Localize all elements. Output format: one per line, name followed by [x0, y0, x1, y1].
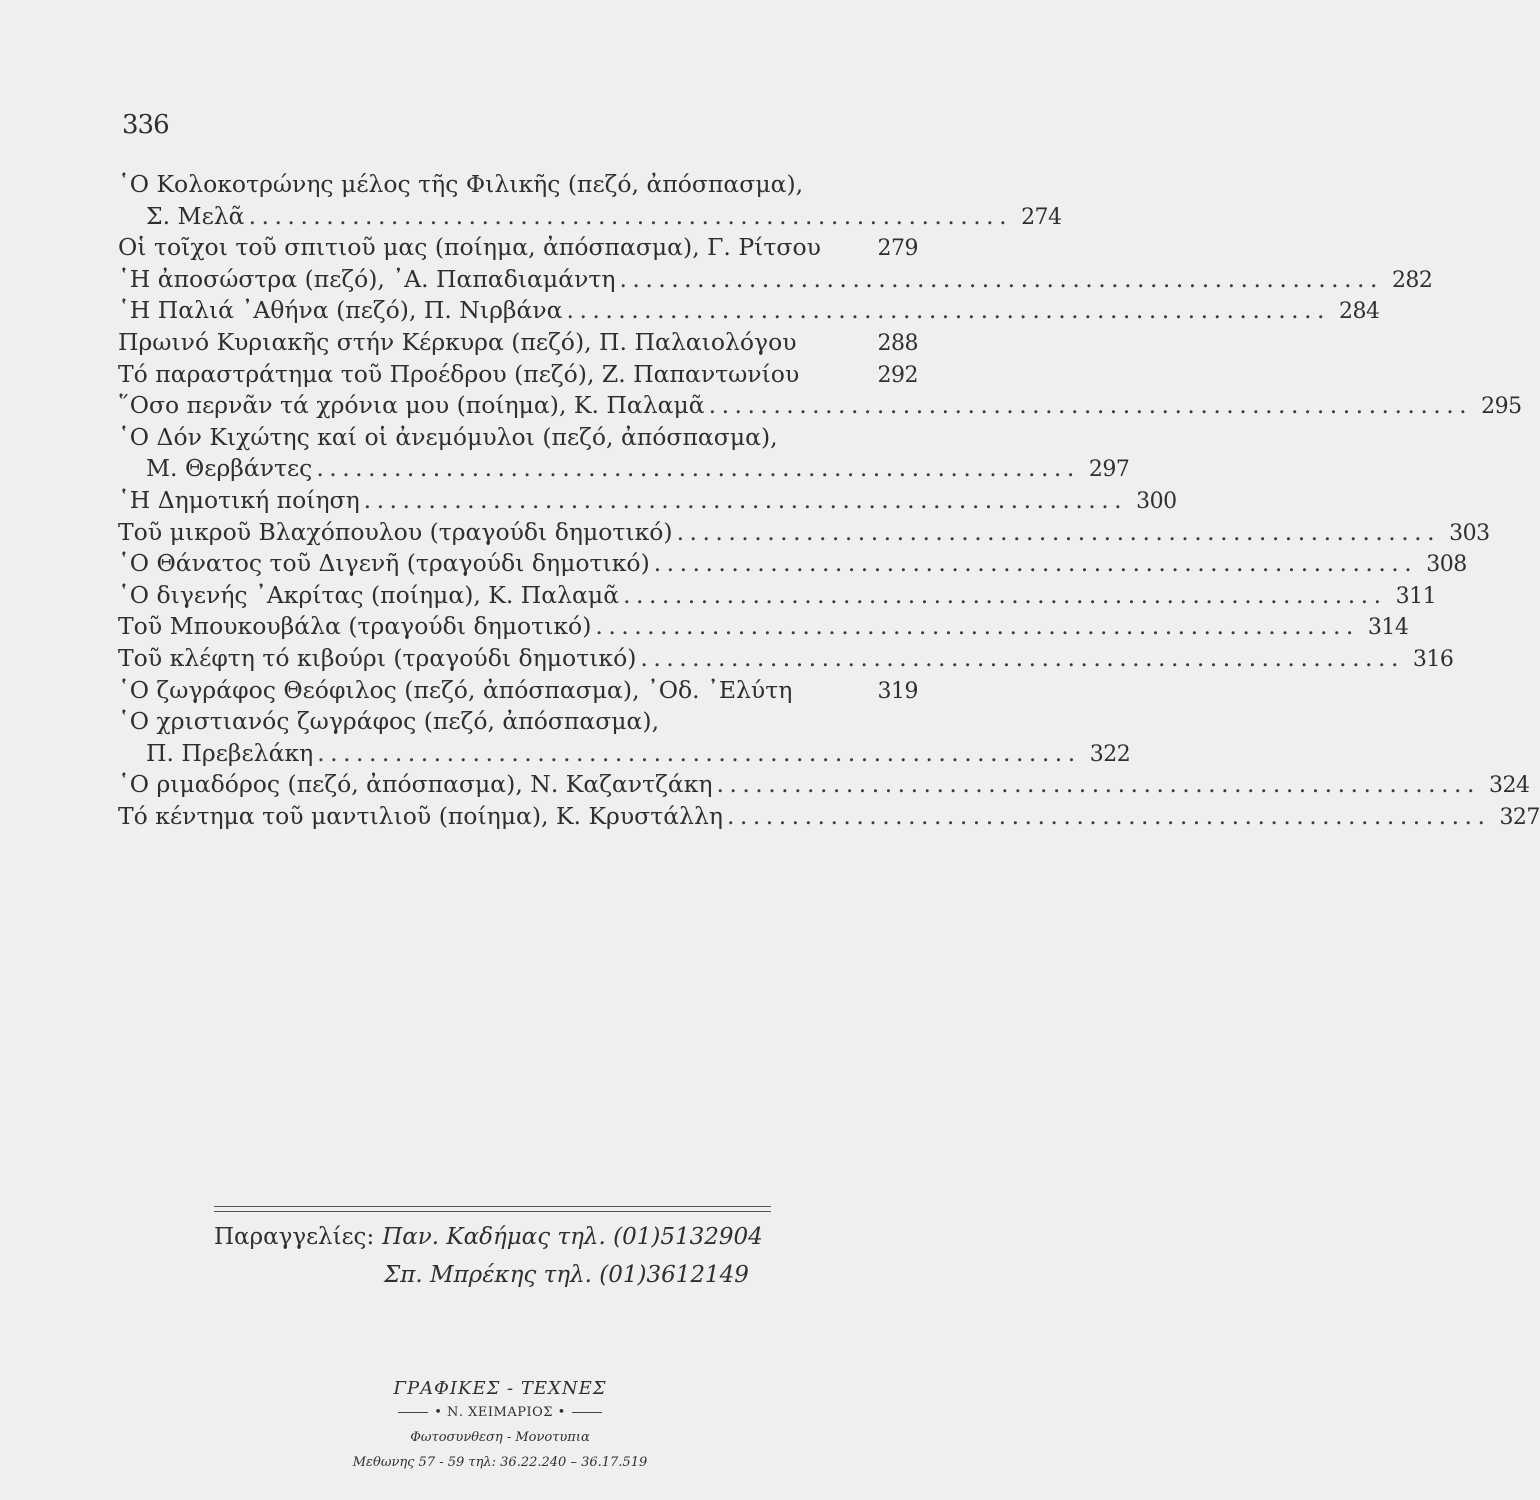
toc-entry-title: ῾Ο ζωγράφος Θεόφιλος (πεζό, ἀπόσπασμα), ᾿Οδ. ᾿Ελύτη	[118, 675, 793, 704]
toc-entry-page: 295	[1481, 394, 1522, 420]
toc-entry-page: 324	[1488, 773, 1530, 799]
toc-entry-page: 300	[1136, 488, 1177, 514]
toc-entry-page: 311	[1395, 583, 1437, 609]
toc-entry-page: 292	[877, 362, 918, 388]
toc-entry	[118, 423, 918, 455]
toc-entry	[118, 612, 1409, 644]
dot-leader	[619, 265, 1376, 293]
dot-leader	[640, 644, 1397, 672]
toc-entry-page: 319	[877, 678, 918, 704]
divider-rule-bottom	[214, 1211, 771, 1212]
toc-entry-title: Τοῦ μικροῦ Βλαχόπουλου (τραγούδι δημοτικό)	[118, 517, 673, 546]
toc-entry-page: 314	[1367, 615, 1409, 641]
dot-leader	[654, 549, 1411, 577]
dot-leader	[364, 486, 1121, 514]
toc-entry	[118, 296, 1380, 328]
dash-ornament	[572, 1412, 602, 1413]
toc-entry-title: ῞Οσο περνᾶν τά χρόνια μου (ποίημα), Κ. Παλαμᾶ	[118, 391, 705, 420]
toc-entry-title: ῾Η Παλιά ᾿Αθήνα (πεζό), Π. Νιρβάνα	[118, 296, 563, 325]
toc-entry	[118, 549, 1467, 581]
toc-entry-page: 303	[1449, 520, 1490, 546]
toc-entry	[118, 264, 1433, 297]
dot-leader	[623, 581, 1380, 609]
toc-entry-title: ῾Ο Κολοκοτρώνης μέλος τῆς Φιλικῆς (πεζό, ἀπόσπασμα),	[118, 170, 804, 198]
toc-entry	[118, 801, 1540, 834]
toc-entry-title: Σ. Μελᾶ	[146, 201, 245, 230]
dot-leader	[249, 202, 1006, 230]
toc-entry-title: Τοῦ Μπουκουβάλα (τραγούδι δημοτικό)	[118, 612, 592, 641]
dash-ornament	[398, 1412, 428, 1413]
toc-entry	[118, 328, 918, 360]
colophon-name-line	[300, 1405, 700, 1420]
toc-entry-page: 288	[877, 330, 918, 356]
toc-entry-page: 284	[1339, 299, 1380, 325]
page-number: 336	[122, 110, 169, 140]
orders-line-1	[214, 1224, 774, 1250]
colophon-address: Μεθωνης 57 - 59 τηλ: 36.22.240 – 36.17.519	[352, 1455, 648, 1470]
toc-entry	[118, 770, 1530, 802]
dot-leader	[567, 296, 1324, 324]
toc-entry	[118, 517, 1490, 550]
toc-entry-title: ῾Ο Δόν Κιχώτης καί οἱ ἀνεμόμυλοι (πεζό, ἀπόσπασμα),	[118, 422, 778, 451]
dot-leader	[709, 391, 1466, 419]
dot-leader	[316, 454, 1073, 482]
dot-leader	[677, 518, 1434, 546]
toc-entry	[118, 233, 918, 265]
toc-entry	[118, 707, 918, 739]
toc-entry-title: Τοῦ κλέφτη τό κιβούρι (τραγούδι δημοτικό)	[118, 643, 637, 672]
colophon-name: • Ν. ΧΕΙΜΑΡΙΟΣ •	[434, 1405, 566, 1420]
toc-entry	[118, 391, 1522, 423]
orders-contact-1: Παν. Καδήμας τηλ. (01)5132904	[382, 1224, 763, 1250]
colophon-description: Φωτοσυνθεση - Μονοτυπια	[410, 1430, 590, 1445]
orders-label: Παραγγελίες:	[214, 1224, 375, 1250]
toc-entry	[118, 738, 1131, 771]
toc-entry	[118, 170, 918, 202]
toc-entry-title: Τό παραστράτημα τοῦ Προέδρου (πεζό), Ζ. Παπαντωνίου	[118, 359, 800, 388]
dot-leader	[716, 770, 1473, 798]
toc-entry	[118, 454, 1130, 486]
toc-entry-page: 327	[1499, 804, 1540, 830]
toc-entry-title: Οἱ τοῖχοι τοῦ σπιτιοῦ μας (ποίημα, ἀπόσπασμα), Γ. Ρίτσου	[118, 233, 821, 262]
toc-entry	[118, 485, 1177, 518]
toc-entry-page: 308	[1426, 552, 1467, 578]
dot-leader	[595, 612, 1352, 640]
divider-rule-top	[214, 1206, 771, 1207]
toc-entry-title: Π. Πρεβελάκη	[146, 738, 314, 767]
toc-entry-title: ῾Ο ριμαδόρος (πεζό, ἀπόσπασμα), Ν. Καζαντζάκη	[118, 770, 713, 799]
table-of-contents	[118, 170, 1540, 833]
toc-entry-title: ῾Ο διγενής ᾿Ακρίτας (ποίημα), Κ. Παλαμᾶ	[118, 580, 620, 609]
dot-leader	[727, 802, 1484, 830]
toc-entry	[118, 580, 1437, 613]
toc-entry-page: 274	[1021, 204, 1062, 230]
printer-colophon	[300, 1378, 700, 1470]
toc-entry	[118, 360, 918, 392]
toc-entry	[118, 676, 918, 708]
toc-entry-title: Μ. Θερβάντες	[146, 454, 313, 483]
toc-entry	[118, 201, 1062, 234]
colophon-title: ΓΡΑΦΙΚΕΣ - ΤΕΧΝΕΣ	[393, 1378, 607, 1399]
dot-leader	[317, 739, 1074, 767]
toc-entry-title: ῾Η ἀποσώστρα (πεζό), ᾿Α. Παπαδιαμάντη	[118, 264, 616, 293]
toc-entry-page: 297	[1088, 457, 1130, 483]
toc-entry-title: ῾Η Δημοτική ποίηση	[118, 485, 360, 514]
toc-entry-title: Πρωινό Κυριακῆς στήν Κέρκυρα (πεζό), Π. Παλαιολόγου	[118, 327, 797, 356]
toc-entry-title: ῾Ο Θάνατος τοῦ Διγενῆ (τραγούδι δημοτικό)	[118, 549, 650, 578]
toc-entry-page: 279	[877, 236, 918, 262]
toc-entry	[118, 643, 1454, 676]
orders-contact-2: Σπ. Μπρέκης τηλ. (01)3612149	[384, 1262, 749, 1288]
orders-block	[214, 1224, 774, 1288]
toc-entry-page: 282	[1391, 267, 1433, 293]
toc-entry-title: Τό κέντημα τοῦ μαντιλιοῦ (ποίημα), Κ. Κρυστάλλη	[118, 801, 723, 830]
toc-entry-page: 322	[1089, 741, 1131, 767]
toc-entry-title: ῾Ο χριστιανός ζωγράφος (πεζό, ἀπόσπασμα),	[118, 707, 660, 736]
toc-entry-page: 316	[1412, 646, 1454, 672]
